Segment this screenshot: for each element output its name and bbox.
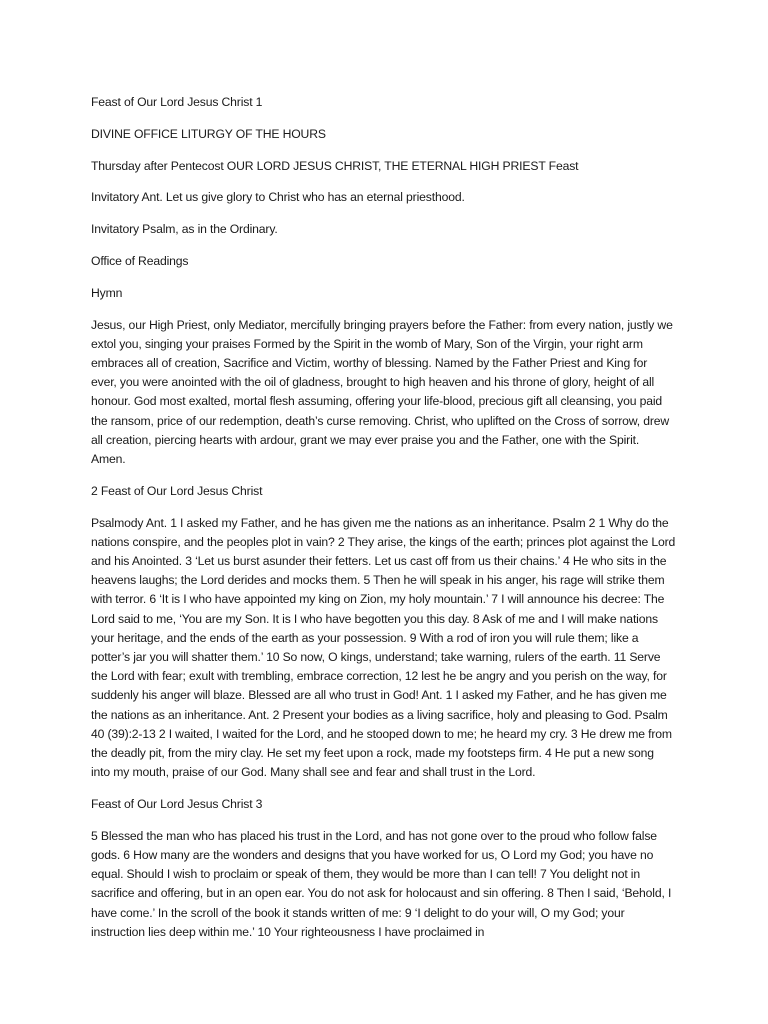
office-of-readings-heading: Office of Readings	[91, 253, 189, 268]
feast-line: Thursday after Pentecost OUR LORD JESUS CHRIST, THE ETERNAL HIGH PRIEST Feast	[91, 158, 579, 173]
hymn-text: Jesus, our High Priest, only Mediator, mercifully bringing prayers before the Father: from every nation, justly we extol you, singing your praises Formed by the Spirit in the womb of Mary, Son of the Virgin, your right arm embraces all of creation, Sacrifice and Victim, worthy of blessing. Named by the Father Priest and King for ever, you were anointed with the oil of gladness, brought to high heaven and his throne of glory, height of all honour. God most exalted, mortal flesh assuming, offering your life-blood, precious gift all cleansing, you paid the ransom, price of our redemption, death’s curse removing. Christ, who uplifted on the Cross of sorrow, drew all creation, piercing hearts with ardour, grant we may ever praise you and the Father, one with the Spirit. Amen.	[91, 317, 673, 466]
psalm-continued-text: 5 Blessed the man who has placed his trust in the Lord, and has not gone over to the proud who follow false gods. 6 How many are the wonders and designs that you have worked for us, O Lord my God; you have no equal. Should I wish to proclaim or speak of them, they would be more than I can tell! 7 You delight not in sacrifice and offering, but in an open ear. You do not ask for holocaust and sin offering. 8 Then I said, ‘Behold, I have come.’ In the scroll of the book it stands written of me: 9 ‘I delight to do your will, O my God; your instruction lies deep within me.’ 10 Your righteousness I have proclaimed in	[91, 828, 672, 939]
page-header-2: 2 Feast of Our Lord Jesus Christ	[91, 483, 263, 498]
document-page	[91, 93, 676, 955]
invitatory-antiphon: Invitatory Ant. Let us give glory to Christ who has an eternal priesthood.	[91, 190, 465, 205]
hymn-heading: Hymn	[91, 285, 123, 300]
page-header-1: Feast of Our Lord Jesus Christ 1	[91, 95, 263, 109]
psalmody-text: Psalmody Ant. 1 I asked my Father, and he has given me the nations as an inheritance. Psalm 2 1 Why do the nations conspire, and the peoples plot in vain? 2 They arise, the kings of the earth; princes plot against the Lord and his Anointed. 3 ‘Let us burst asunder their fetters. Let us cast off from us their chains.’ 4 He who sits in the heavens laughs; the Lord derides and mocks them. 5 Then he will speak in his anger, his rage will strike them with terror. 6 ‘It is I who have appointed my king on Zion, my holy mountain.’ 7 I will announce his decree: The Lord said to me, ‘You are my Son. It is I who have begotten you this day. 8 Ask of me and I will make nations your heritage, and the ends of the earth as your possession. 9 With a rod of iron you will rule them; like a potter’s jar you will shatter them.’ 10 So now, O kings, understand; take warning, rulers of the earth. 11 Serve the Lord with fear; exult with trembling, embrace correction, 12 lest he be angry and you perish on the way, for suddenly his anger will blaze. Blessed are all who trust in God! Ant. 1 I asked my Father, and he has given me the nations as an inheritance. Ant. 2 Present your bodies as a living sacrifice, holy and pleasing to God. Psalm 40 (39):2-13 2 I waited, I waited for the Lord, and he stooped down to me; he heard my cry. 3 He drew me from the deadly pit, from the miry clay. He set my feet upon a rock, made my footsteps firm. 4 He put a new song into my mouth, praise of our God. Many shall see and fear and shall trust in the Lord.	[91, 515, 676, 780]
page-header-3: Feast of Our Lord Jesus Christ 3	[91, 797, 263, 812]
office-title: DIVINE OFFICE LITURGY OF THE HOURS	[91, 126, 326, 141]
invitatory-psalm: Invitatory Psalm, as in the Ordinary.	[91, 222, 278, 237]
